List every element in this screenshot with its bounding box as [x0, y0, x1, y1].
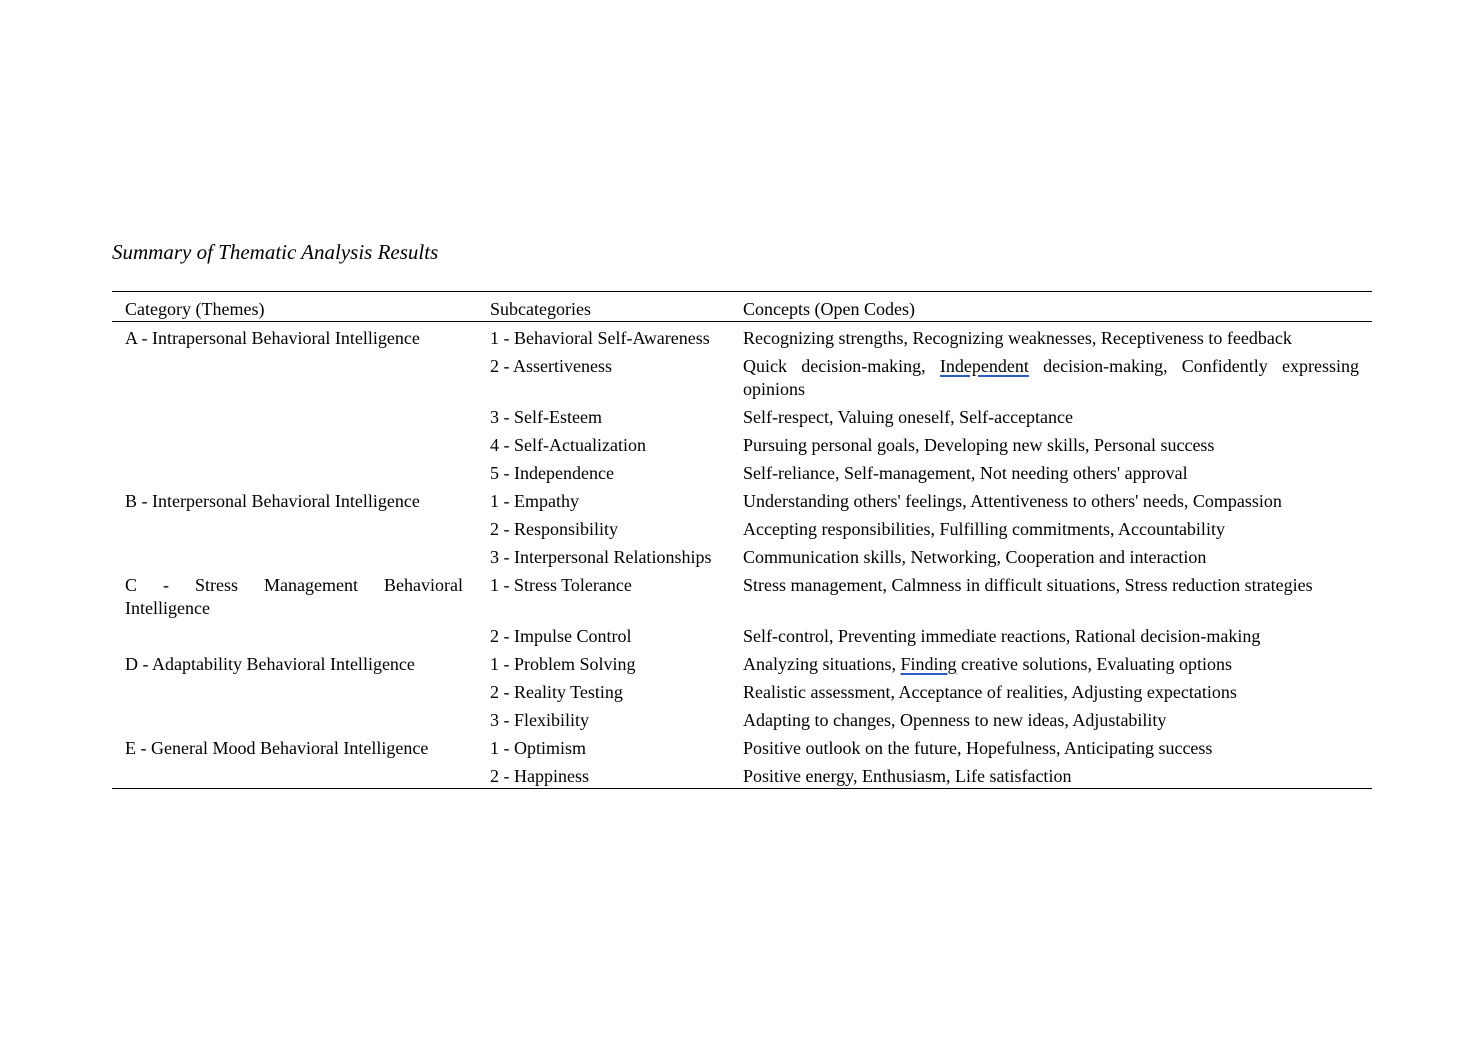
table-row	[112, 732, 1372, 760]
subcategory-cell: 3 - Self-Esteem	[490, 407, 602, 427]
concepts-text: decision-making, Confidently expressing opinions	[743, 356, 1359, 399]
category-cell	[112, 541, 477, 569]
concepts-text: Analyzing situations,	[743, 654, 901, 674]
category-cell	[112, 350, 477, 401]
concepts-cell: Stress management, Calmness in difficult situations, Stress reduction strategies	[743, 575, 1313, 595]
concepts-text: Quick decision-making,	[743, 356, 940, 376]
concepts-cell	[730, 350, 1372, 401]
header-concepts: Concepts (Open Codes)	[743, 299, 915, 319]
table-row	[112, 569, 1372, 620]
concepts-cell: Adapting to changes, Openness to new ideas, Adjustability	[743, 710, 1167, 730]
concepts-cell: Realistic assessment, Acceptance of realities, Adjusting expectations	[743, 682, 1237, 702]
concepts-cell: Understanding others' feelings, Attentiveness to others' needs, Compassion	[743, 491, 1282, 511]
table-row	[112, 322, 1372, 351]
concepts-cell: Recognizing strengths, Recognizing weaknesses, Receptiveness to feedback	[743, 328, 1292, 348]
subcategory-cell: 2 - Impulse Control	[490, 626, 632, 646]
concepts-cell: Pursuing personal goals, Developing new skills, Personal success	[743, 435, 1215, 455]
category-cell	[112, 676, 477, 704]
table-row	[112, 457, 1372, 485]
header-subcategory: Subcategories	[490, 299, 591, 319]
thematic-analysis-table	[112, 291, 1372, 789]
category-cell: C - Stress Management Behavioral Intelligence	[125, 575, 463, 618]
category-cell: D - Adaptability Behavioral Intelligence	[125, 654, 415, 674]
subcategory-cell: 4 - Self-Actualization	[490, 435, 646, 455]
subcategory-cell: 1 - Stress Tolerance	[490, 575, 632, 595]
subcategory-cell: 1 - Problem Solving	[490, 654, 636, 674]
subcategory-cell: 2 - Responsibility	[490, 519, 619, 539]
table-row	[112, 760, 1372, 789]
table-row	[112, 429, 1372, 457]
concepts-cell: Positive energy, Enthusiasm, Life satisfaction	[743, 766, 1072, 786]
category-cell: A - Intrapersonal Behavioral Intelligence	[125, 328, 420, 348]
subcategory-cell: 3 - Flexibility	[490, 710, 589, 730]
concepts-text: creative solutions, Evaluating options	[956, 654, 1232, 674]
category-cell	[112, 513, 477, 541]
category-cell: E - General Mood Behavioral Intelligence	[125, 738, 429, 758]
subcategory-cell: 1 - Optimism	[490, 738, 587, 758]
concepts-cell: Positive outlook on the future, Hopefulness, Anticipating success	[743, 738, 1213, 758]
category-cell	[112, 620, 477, 648]
table-row	[112, 350, 1372, 401]
table-row	[112, 620, 1372, 648]
concepts-cell: Self-reliance, Self-management, Not needing others' approval	[743, 463, 1188, 483]
concepts-cell: Self-control, Preventing immediate reactions, Rational decision-making	[743, 626, 1261, 646]
concepts-cell: Communication skills, Networking, Cooperation and interaction	[743, 547, 1207, 567]
category-cell	[112, 429, 477, 457]
table-row	[112, 401, 1372, 429]
concepts-cell: Accepting responsibilities, Fulfilling commitments, Accountability	[743, 519, 1225, 539]
subcategory-cell: 2 - Reality Testing	[490, 682, 623, 702]
table-row	[112, 676, 1372, 704]
concepts-cell: Self-respect, Valuing oneself, Self-acceptance	[743, 407, 1074, 427]
table-row	[112, 485, 1372, 513]
subcategory-cell: 1 - Behavioral Self-Awareness	[490, 328, 710, 348]
header-category: Category (Themes)	[125, 299, 265, 319]
subcategory-cell: 5 - Independence	[490, 463, 614, 483]
subcategory-cell: 3 - Interpersonal Relationships	[490, 547, 712, 567]
category-cell	[112, 704, 477, 732]
category-cell: B - Interpersonal Behavioral Intelligence	[125, 491, 420, 511]
spellcheck-flagged-word[interactable]: Independent	[939, 356, 1029, 376]
table-caption: Summary of Thematic Analysis Results	[112, 240, 439, 264]
category-cell	[112, 457, 477, 485]
spellcheck-flagged-word[interactable]: Finding	[900, 654, 957, 674]
table-row	[112, 648, 1372, 676]
category-cell	[112, 760, 477, 789]
subcategory-cell: 1 - Empathy	[490, 491, 579, 511]
table-header-row	[112, 292, 1372, 322]
table-row	[112, 541, 1372, 569]
concepts-cell	[730, 648, 1372, 676]
table-row	[112, 513, 1372, 541]
table-row	[112, 704, 1372, 732]
subcategory-cell: 2 - Assertiveness	[490, 356, 612, 376]
category-cell	[112, 401, 477, 429]
subcategory-cell: 2 - Happiness	[490, 766, 589, 786]
